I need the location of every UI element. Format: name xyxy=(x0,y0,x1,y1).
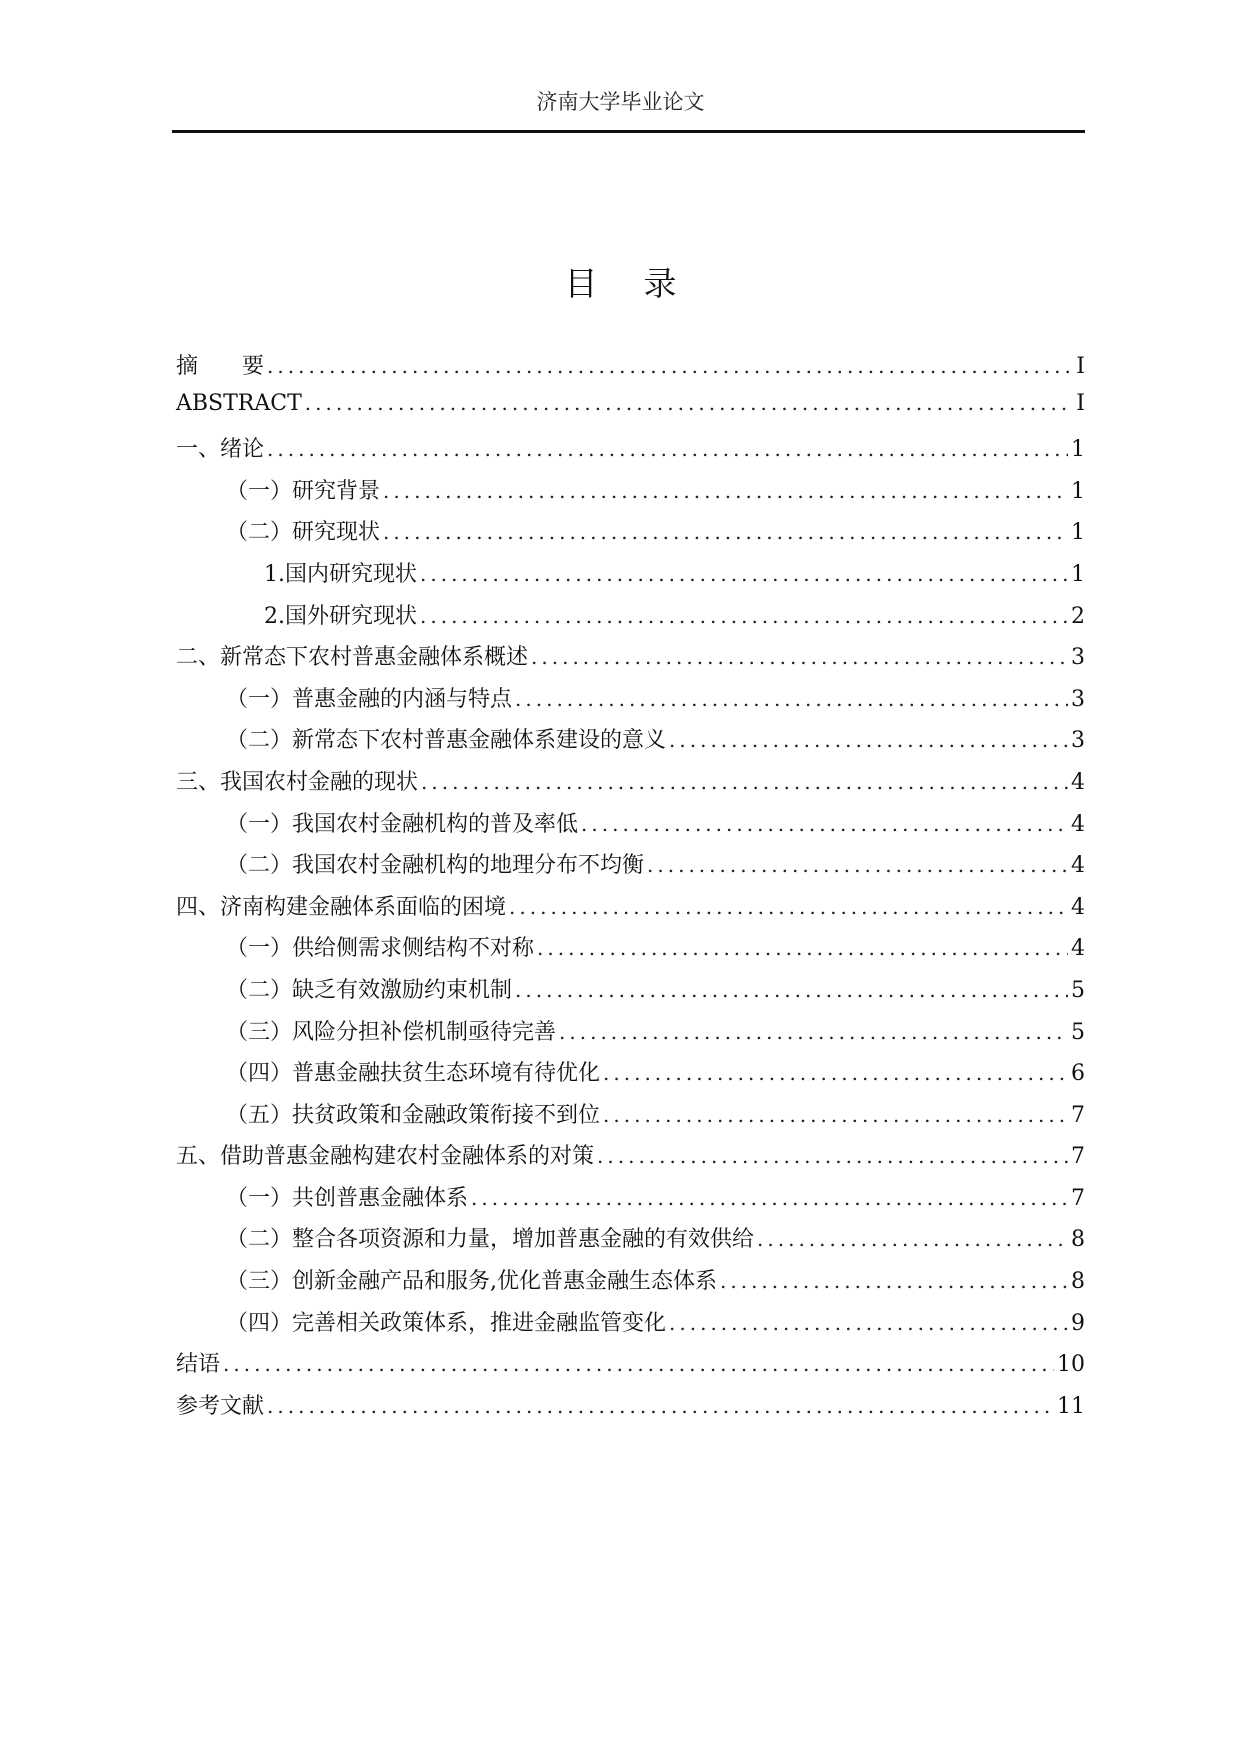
toc-entry[interactable] xyxy=(176,1139,1085,1181)
toc-entry-page-number: 7 xyxy=(1071,1185,1085,1211)
toc-entry-label: （五）扶贫政策和金融政策衔接不到位 xyxy=(226,1102,601,1128)
toc-entry[interactable] xyxy=(176,1389,1085,1431)
toc-dot-leader xyxy=(603,1103,1068,1127)
toc-entry-label: ABSTRACT xyxy=(176,390,302,416)
toc-entry[interactable] xyxy=(176,723,1085,765)
toc-entry-label: 二、新常态下农村普惠金融体系概述 xyxy=(176,645,529,671)
toc-dot-leader xyxy=(421,770,1068,794)
toc-entry-label: （二）我国农村金融机构的地理分布不均衡 xyxy=(226,853,645,879)
toc-entry[interactable] xyxy=(176,474,1085,516)
toc-entry-page-number: 4 xyxy=(1071,853,1085,879)
toc-entry-label: （一）供给侧需求侧结构不对称 xyxy=(226,936,535,962)
toc-entry[interactable] xyxy=(176,848,1085,890)
toc-entry-label: （二）缺乏有效激励约束机制 xyxy=(226,977,513,1003)
toc-dot-leader xyxy=(509,895,1068,919)
toc-entry-page-number: 8 xyxy=(1071,1227,1085,1253)
toc-dot-leader xyxy=(223,1352,1054,1376)
toc-entry[interactable] xyxy=(176,515,1085,557)
toc-entry[interactable] xyxy=(176,557,1085,599)
toc-entry-label: 四、济南构建金融体系面临的困境 xyxy=(176,894,507,920)
toc-entry[interactable] xyxy=(176,1222,1085,1264)
toc-entry-label: （一）普惠金融的内涵与特点 xyxy=(226,686,513,712)
toc-title: 目录 xyxy=(564,264,723,303)
toc-entry[interactable] xyxy=(176,973,1085,1015)
toc-entry-label: （四）完善相关政策体系，推进金融监管变化 xyxy=(226,1310,667,1336)
header-divider xyxy=(172,130,1085,133)
toc-entry-page-number: 5 xyxy=(1071,977,1085,1003)
table-of-contents xyxy=(176,349,1085,1430)
toc-entry-label: 1.国内研究现状 xyxy=(264,561,417,587)
toc-dot-leader xyxy=(383,479,1068,503)
toc-entry-page-number: 9 xyxy=(1071,1310,1085,1336)
toc-entry-page-number: 8 xyxy=(1071,1269,1085,1295)
toc-entry-page-number: 4 xyxy=(1071,936,1085,962)
toc-entry-label: （三）创新金融产品和服务,优化普惠金融生态体系 xyxy=(226,1269,717,1295)
toc-dot-leader xyxy=(720,1269,1068,1293)
toc-dot-leader xyxy=(515,687,1068,711)
toc-entry[interactable] xyxy=(176,1056,1085,1098)
toc-entry-page-number: 7 xyxy=(1071,1102,1085,1128)
toc-entry-page-number: 7 xyxy=(1071,1144,1085,1170)
toc-entry-page-number: 4 xyxy=(1071,769,1085,795)
toc-entry-page-number: 4 xyxy=(1071,894,1085,920)
toc-dot-leader xyxy=(757,1227,1068,1251)
toc-entry-label: 五、借助普惠金融构建农村金融体系的对策 xyxy=(176,1144,595,1170)
toc-dot-leader xyxy=(531,645,1068,669)
toc-entry-label: （一）研究背景 xyxy=(226,478,381,504)
toc-dot-leader xyxy=(669,728,1068,752)
toc-entry[interactable] xyxy=(176,807,1085,849)
toc-entry[interactable] xyxy=(176,890,1085,932)
toc-entry[interactable] xyxy=(176,1306,1085,1348)
toc-entry-page-number: I xyxy=(1076,354,1085,379)
toc-entry-label: （二）整合各项资源和力量，增加普惠金融的有效供给 xyxy=(226,1227,755,1253)
toc-entry-label: （二）研究现状 xyxy=(226,520,381,546)
toc-entry-page-number: 10 xyxy=(1057,1352,1085,1378)
toc-entry[interactable] xyxy=(176,1181,1085,1223)
toc-entry[interactable] xyxy=(176,1098,1085,1140)
toc-entry[interactable] xyxy=(176,1264,1085,1306)
toc-dot-leader xyxy=(420,562,1068,586)
toc-entry-label: 三、我国农村金融的现状 xyxy=(176,769,419,795)
toc-entry[interactable] xyxy=(176,765,1085,807)
toc-entry-page-number: 1 xyxy=(1071,437,1085,463)
toc-entry-page-number: 11 xyxy=(1057,1393,1085,1419)
toc-entry[interactable] xyxy=(176,391,1085,433)
toc-entry-label: 参考文献 xyxy=(176,1393,265,1419)
toc-dot-leader xyxy=(581,812,1068,836)
toc-dot-leader xyxy=(597,1144,1068,1168)
toc-dot-leader xyxy=(471,1186,1068,1210)
toc-entry-label: 一、绪论 xyxy=(176,437,265,463)
toc-entry[interactable] xyxy=(176,599,1085,641)
toc-entry-page-number: I xyxy=(1076,390,1085,416)
toc-dot-leader xyxy=(669,1311,1068,1335)
toc-entry-label: （一）我国农村金融机构的普及率低 xyxy=(226,811,579,837)
toc-dot-leader xyxy=(603,1061,1068,1085)
toc-entry-page-number: 5 xyxy=(1071,1019,1085,1045)
toc-entry-label: （一）共创普惠金融体系 xyxy=(226,1185,469,1211)
toc-dot-leader xyxy=(267,1394,1054,1418)
toc-entry-page-number: 4 xyxy=(1071,811,1085,837)
toc-entry-label: （三）风险分担补偿机制亟待完善 xyxy=(226,1019,557,1045)
toc-entry-label: （四）普惠金融扶贫生态环境有待优化 xyxy=(226,1061,601,1087)
toc-entry-label: 摘 要 xyxy=(176,354,265,379)
toc-dot-leader xyxy=(559,1020,1068,1044)
toc-dot-leader xyxy=(515,978,1068,1002)
toc-entry[interactable] xyxy=(176,682,1085,724)
toc-dot-leader xyxy=(420,604,1068,628)
toc-dot-leader xyxy=(537,936,1068,960)
toc-entry[interactable] xyxy=(176,349,1085,391)
toc-entry-page-number: 3 xyxy=(1071,728,1085,754)
toc-entry[interactable] xyxy=(176,1347,1085,1389)
toc-dot-leader xyxy=(267,437,1068,461)
toc-entry-label: （二）新常态下农村普惠金融体系建设的意义 xyxy=(226,728,667,754)
toc-entry-label: 结语 xyxy=(176,1352,221,1378)
toc-entry[interactable] xyxy=(176,931,1085,973)
header-title: 济南大学毕业论文 xyxy=(536,90,705,114)
toc-entry-page-number: 2 xyxy=(1071,603,1085,629)
toc-entry[interactable] xyxy=(176,1015,1085,1057)
toc-entry-page-number: 1 xyxy=(1071,561,1085,587)
toc-entry-page-number: 1 xyxy=(1071,520,1085,546)
toc-dot-leader xyxy=(267,354,1073,378)
toc-entry[interactable] xyxy=(176,432,1085,474)
toc-dot-leader xyxy=(383,520,1068,544)
toc-entry-page-number: 1 xyxy=(1071,478,1085,504)
toc-entry-label: 2.国外研究现状 xyxy=(264,603,417,629)
toc-dot-leader xyxy=(647,853,1068,877)
toc-entry-page-number: 3 xyxy=(1071,686,1085,712)
toc-entry[interactable] xyxy=(176,640,1085,682)
toc-entry-page-number: 6 xyxy=(1071,1061,1085,1087)
toc-entry-page-number: 3 xyxy=(1071,645,1085,671)
toc-dot-leader xyxy=(305,391,1074,415)
